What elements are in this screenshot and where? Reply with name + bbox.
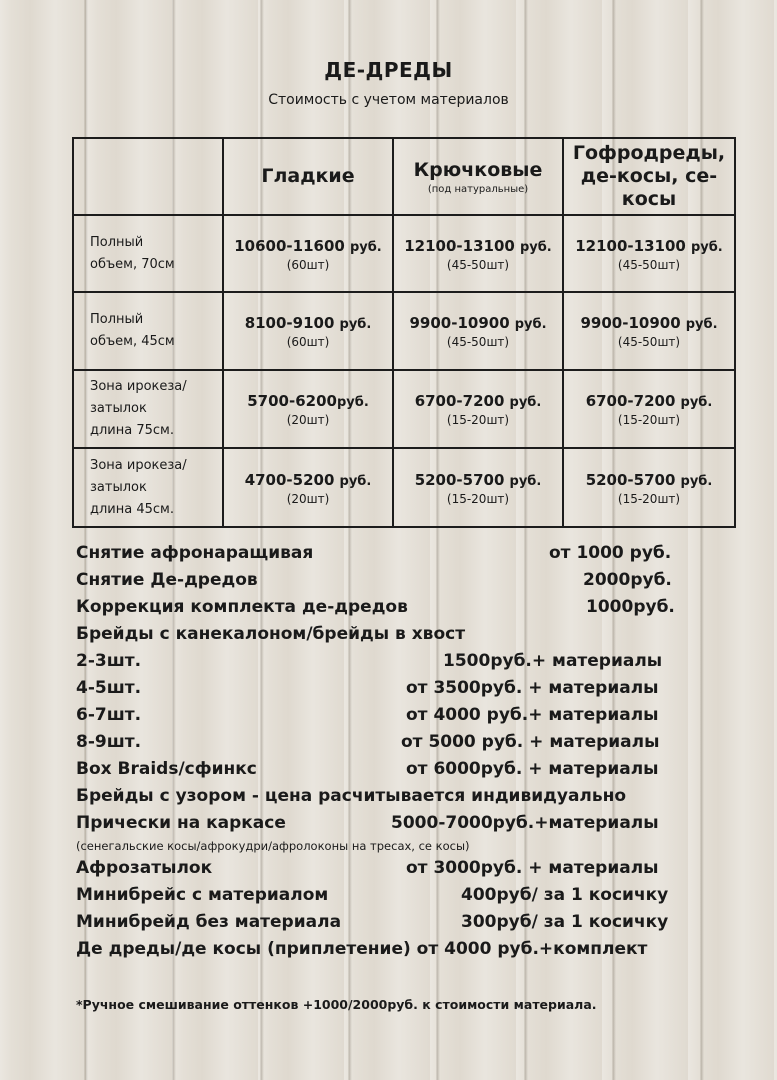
service-item: 6-7шт. от 4000 руб.+ материалы bbox=[76, 705, 659, 725]
service-item: 2-3шт. 1500руб.+ материалы bbox=[76, 651, 663, 671]
table-row bbox=[73, 215, 735, 292]
service-item: Минибрейд без материала 300руб/ за 1 косичку bbox=[76, 912, 669, 932]
service-item: Афрозатылок от 3000руб. + материалы bbox=[76, 858, 659, 878]
price-cell: 4700-5200 руб. (20шт) bbox=[223, 448, 393, 527]
corner-cell bbox=[73, 138, 223, 215]
services-list bbox=[76, 543, 706, 966]
service-item: 4-5шт. от 3500руб. + материалы bbox=[76, 678, 659, 698]
service-item: 8-9шт. от 5000 руб. + материалы bbox=[76, 732, 660, 752]
service-item: Снятие афронаращивая от 1000 руб. bbox=[76, 543, 672, 563]
price-cell: 6700-7200 руб. (15-20шт) bbox=[393, 370, 563, 448]
column-note: (под натуральные) bbox=[427, 183, 529, 195]
service-item: Box Braids/сфинкс от 6000руб. + материалы bbox=[76, 759, 659, 779]
row-label: Полный объем, 70см bbox=[73, 215, 223, 292]
row-label: Полный объем, 45см bbox=[73, 292, 223, 370]
table-row bbox=[73, 370, 735, 448]
service-item: Минибрейс с материалом 400руб/ за 1 косичку bbox=[76, 885, 669, 905]
service-item: Прически на каркасе 5000-7000руб.+материалы bbox=[76, 813, 659, 833]
service-item: Снятие Де-дредов 2000руб. bbox=[76, 570, 672, 590]
price-cell: 12100-13100 руб. (45-50шт) bbox=[393, 215, 563, 292]
service-item: Де дреды/де косы (приплетение) от 4000 руб.+комплект bbox=[76, 939, 648, 959]
row-label: Зона ирокеза/ затылок длина 75см. bbox=[73, 370, 223, 448]
table-row bbox=[73, 448, 735, 527]
service-item: Коррекция комплекта де-дредов 1000руб. bbox=[76, 597, 675, 617]
price-cell: 5700-6200руб. (20шт) bbox=[223, 370, 393, 448]
service-item: Брейды с узором - цена расчитывается индивидуально bbox=[76, 786, 627, 806]
service-note: (сенегальские косы/афрокудри/афролоконы на тресах, се косы) bbox=[76, 839, 470, 853]
column-title: Крючковые bbox=[413, 158, 543, 181]
column-title: Гофродреды, де-косы, се-косы bbox=[572, 142, 726, 210]
row-label: Зона ирокеза/ затылок длина 45см. bbox=[73, 448, 223, 527]
price-cell: 5200-5700 руб. (15-20шт) bbox=[563, 448, 735, 527]
page-title: ДЕ-ДРЕДЫ bbox=[324, 58, 453, 82]
service-item: Брейды с канекалоном/брейды в хвост bbox=[76, 624, 466, 644]
column-header bbox=[393, 138, 563, 215]
table-row bbox=[73, 292, 735, 370]
footnote: *Ручное смешивание оттенков +1000/2000руб. к стоимости материала. bbox=[76, 997, 597, 1012]
table-header-row bbox=[73, 138, 735, 215]
price-cell: 6700-7200 руб. (15-20шт) bbox=[563, 370, 735, 448]
price-cell: 9900-10900 руб. (45-50шт) bbox=[393, 292, 563, 370]
column-header bbox=[223, 138, 393, 215]
price-cell: 5200-5700 руб. (15-20шт) bbox=[393, 448, 563, 527]
price-cell: 12100-13100 руб. (45-50шт) bbox=[563, 215, 735, 292]
column-header bbox=[563, 138, 735, 215]
price-table bbox=[72, 137, 736, 528]
price-cell: 10600-11600 руб. (60шт) bbox=[223, 215, 393, 292]
price-cell: 9900-10900 руб. (45-50шт) bbox=[563, 292, 735, 370]
column-title: Гладкие bbox=[261, 165, 355, 187]
price-cell: 8100-9100 руб. (60шт) bbox=[223, 292, 393, 370]
page-subtitle: Стоимость с учетом материалов bbox=[268, 92, 509, 108]
